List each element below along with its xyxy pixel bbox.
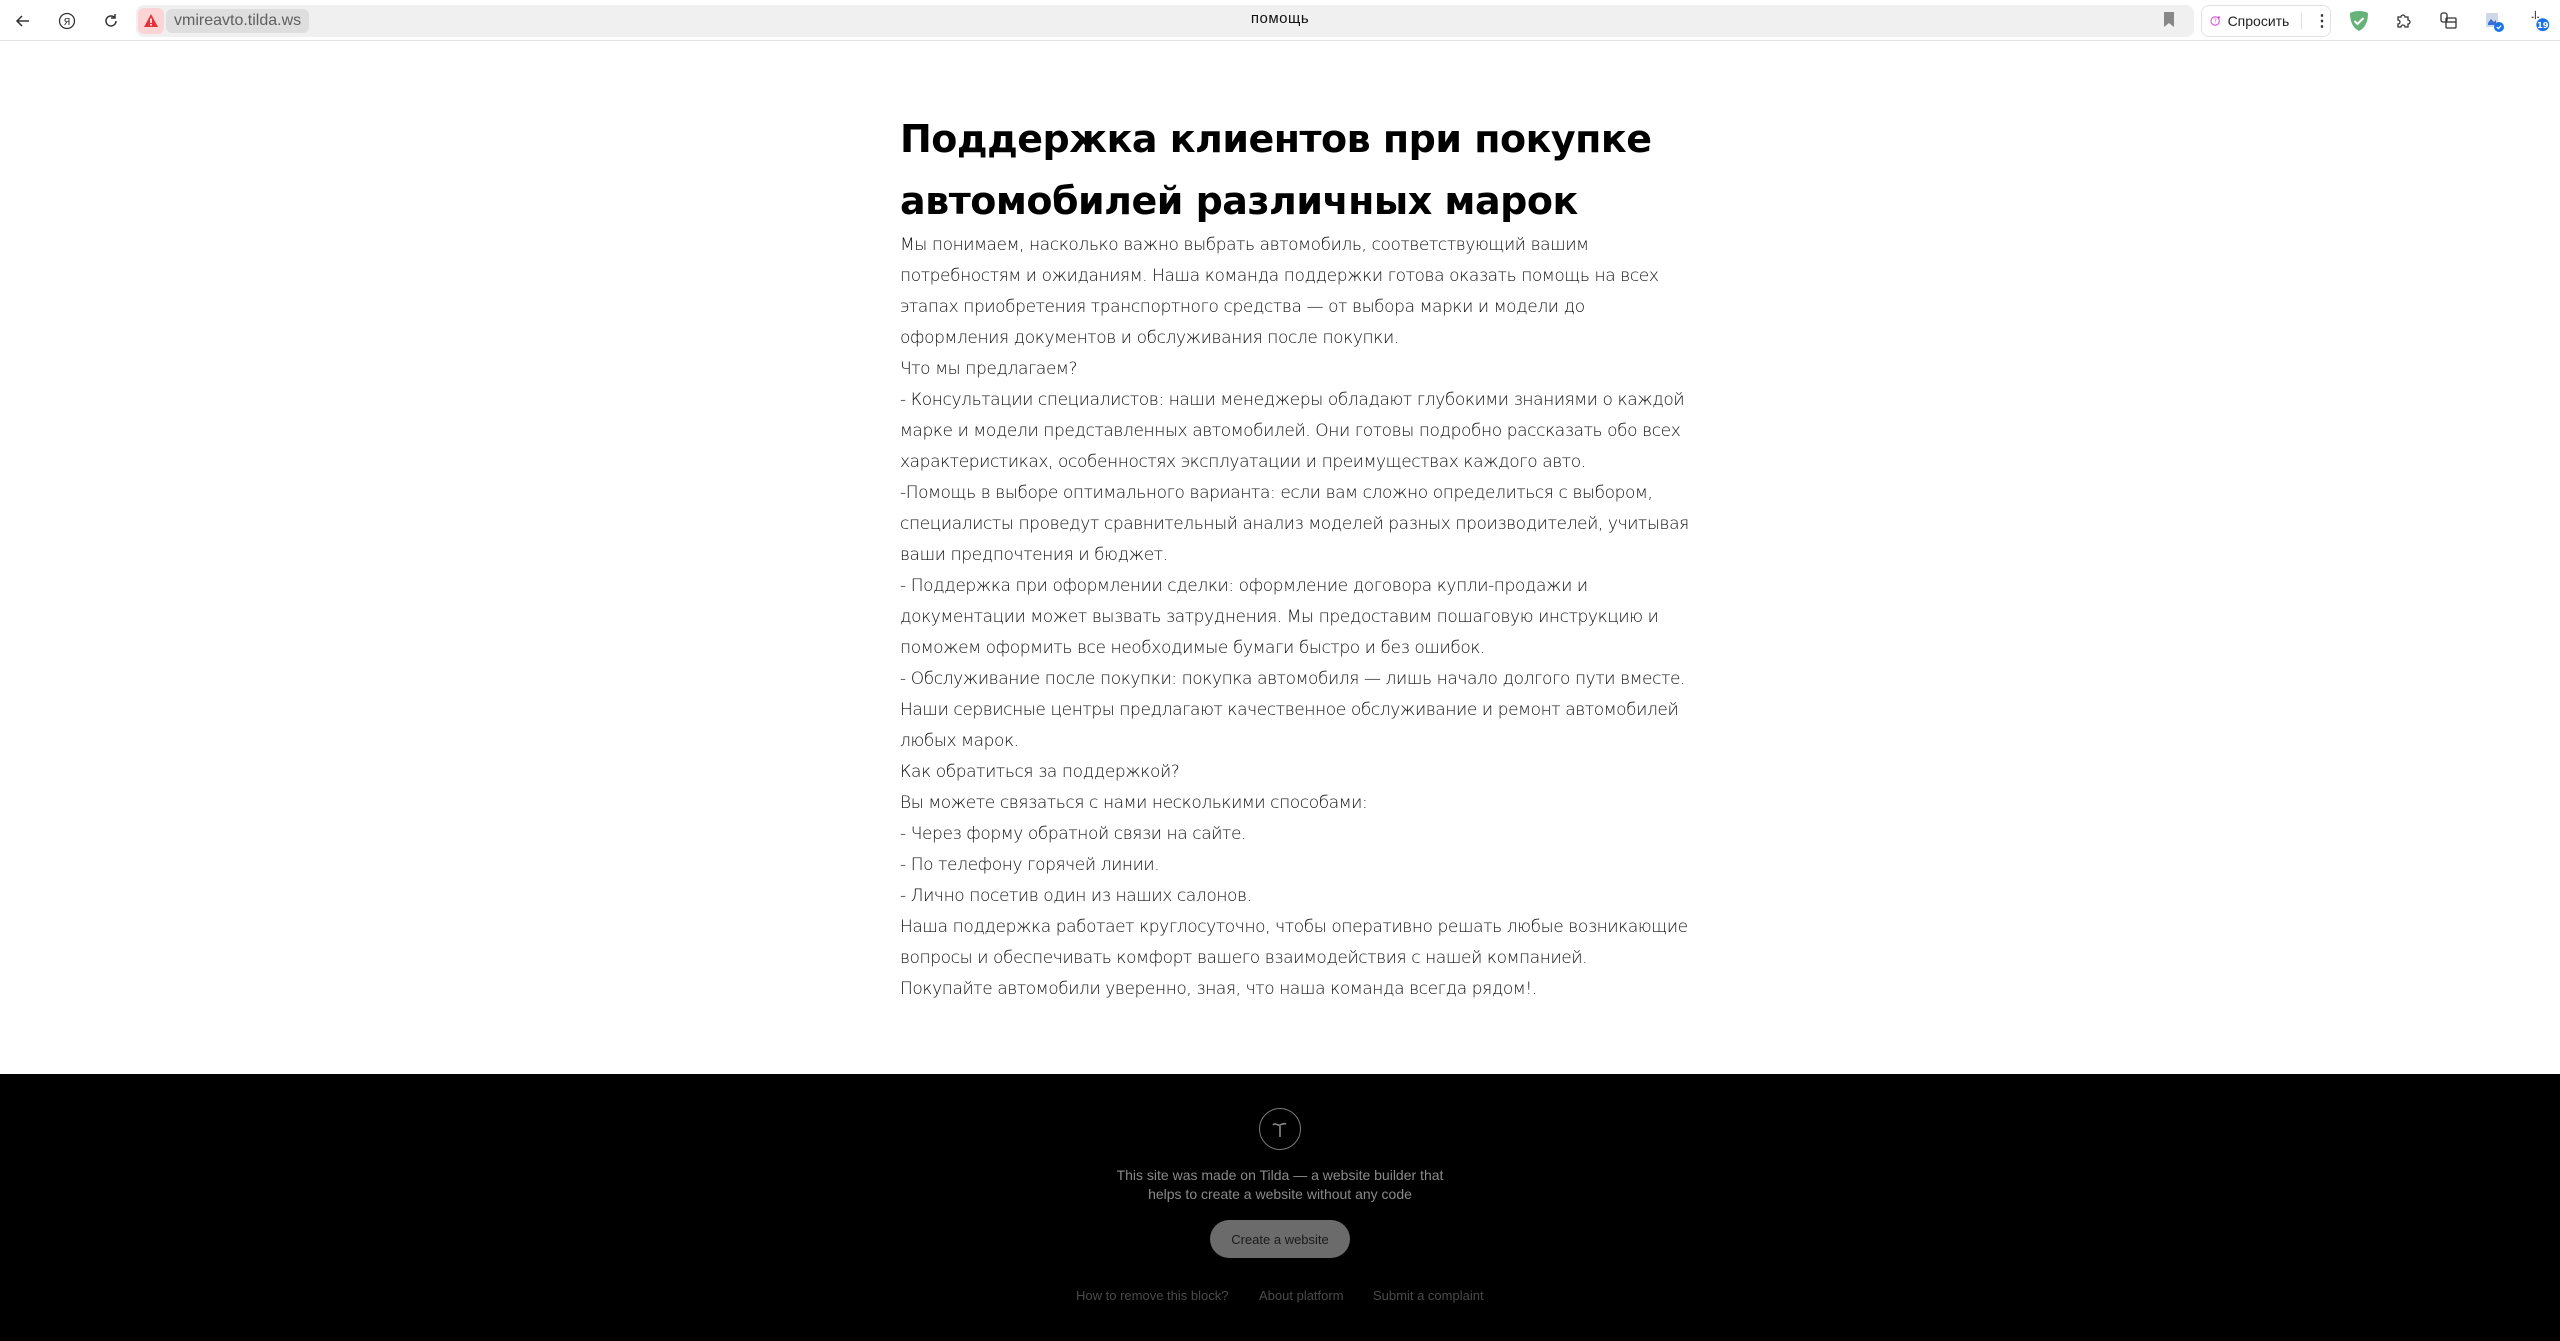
- bookmark-button[interactable]: [2162, 11, 2176, 34]
- security-warning-icon: [143, 13, 159, 29]
- downloads-button[interactable]: [2528, 9, 2552, 33]
- text-line: - Лично посетив один из наших салонов.: [900, 886, 1252, 906]
- page-title-line: Поддержка клиентов при покупке: [900, 117, 1652, 161]
- tilda-footer: [0, 1074, 2560, 1341]
- text-line: ваши предпочтения и бюджет.: [900, 545, 1168, 565]
- text-line: Мы понимаем, насколько важно выбрать автомобиль, соответствующий вашим: [900, 235, 1589, 255]
- tab-collections-icon: [2438, 11, 2458, 31]
- screenshot-extension-icon: [2483, 10, 2505, 32]
- footer-links: [0, 1288, 2560, 1308]
- article: [900, 108, 1689, 1005]
- ask-button-label: Спросить: [2227, 13, 2290, 29]
- about-platform-link[interactable]: About platform: [1259, 1288, 1344, 1303]
- screenshot-extension[interactable]: [2482, 9, 2506, 33]
- separator: [2301, 13, 2302, 29]
- yandex-home-button[interactable]: [54, 8, 80, 34]
- adguard-extension[interactable]: [2347, 9, 2371, 33]
- text-line: - Консультации специалистов: наши менеджеры обладают глубокими знаниями о каждой: [900, 390, 1685, 410]
- text-line: оформления документов и обслуживания после покупки.: [900, 328, 1399, 348]
- tilda-t-icon: [1268, 1117, 1292, 1141]
- tab-title: помощь: [1250, 10, 1310, 27]
- page-title: [900, 108, 1660, 232]
- section-heading: Как обратиться за поддержкой?: [900, 762, 1180, 782]
- create-website-button[interactable]: Create a website: [1210, 1220, 1350, 1258]
- text-line: потребностям и ожиданиям. Наша команда поддержки готова оказать помощь на всех: [900, 266, 1659, 286]
- text-line: Наша поддержка работает круглосуточно, чтобы оперативно решать любые возникающие: [900, 917, 1688, 937]
- text-line: характеристиках, особенностях эксплуатации и преимуществах каждого авто.: [900, 452, 1586, 472]
- text-line: вопросы и обеспечивать комфорт вашего взаимодействия с нашей компанией.: [900, 948, 1588, 968]
- ask-alice-button[interactable]: [2201, 5, 2331, 37]
- text-line: Наши сервисные центры предлагают качественное обслуживание и ремонт автомобилей: [900, 700, 1679, 720]
- alice-ask-icon: [2210, 12, 2222, 30]
- text-line: специалисты проведут сравнительный анализ моделей разных производителей, учитывая: [900, 514, 1689, 534]
- bookmark-icon: [2162, 11, 2176, 29]
- svg-text:Я: Я: [63, 17, 71, 28]
- text-line: - По телефону горячей линии.: [900, 855, 1160, 875]
- text-line: - Поддержка при оформлении сделки: оформление договора купли-продажи и: [900, 576, 1588, 596]
- section-heading: Что мы предлагаем?: [900, 359, 1078, 379]
- text-line: - Через форму обратной связи на сайте.: [900, 824, 1247, 844]
- text-line: Покупайте автомобили уверенно, зная, что наша команда всегда рядом!.: [900, 979, 1537, 999]
- svg-text:19: 19: [2536, 19, 2549, 30]
- collections-button[interactable]: [2436, 9, 2460, 33]
- submit-complaint-link[interactable]: Submit a complaint: [1373, 1288, 1484, 1303]
- promo-line: This site was made on Tilda — a website builder that: [1116, 1167, 1444, 1183]
- adguard-shield-icon: [2348, 10, 2370, 32]
- article-body: [900, 230, 1689, 1005]
- extensions-button[interactable]: [2392, 9, 2416, 33]
- tilda-logo-icon[interactable]: [1259, 1108, 1301, 1150]
- browser-toolbar: [0, 0, 2560, 41]
- url-domain[interactable]: vmireavto.tilda.ws: [166, 9, 309, 33]
- svg-text:?: ?: [2213, 19, 2217, 26]
- text-line: поможем оформить все необходимые бумаги быстро и без ошибок.: [900, 638, 1486, 658]
- text-line: Вы можете связаться с нами несколькими способами:: [900, 793, 1368, 813]
- text-line: -Помощь в выборе оптимального варианта: если вам сложно определиться с выбором,: [900, 483, 1653, 503]
- more-vert-icon[interactable]: ⋮: [2314, 13, 2330, 30]
- text-line: любых марок.: [900, 731, 1019, 751]
- back-arrow-icon: [15, 13, 31, 29]
- text-line: документации может вызвать затруднения. Мы предоставим пошаговую инструкцию и: [900, 607, 1659, 627]
- remove-block-link[interactable]: How to remove this block?: [1076, 1288, 1229, 1303]
- tilda-promo-text: [1080, 1166, 1480, 1204]
- page-title-line: автомобилей различных марок: [900, 179, 1578, 223]
- back-button[interactable]: [10, 8, 36, 34]
- text-line: этапах приобретения транспортного средства — от выбора марки и модели до: [900, 297, 1585, 317]
- text-line: марке и модели представленных автомобилей. Они готовы подробно рассказать обо всех: [900, 421, 1681, 441]
- reload-icon: [103, 13, 119, 29]
- reload-button[interactable]: [98, 8, 124, 34]
- text-line: - Обслуживание после покупки: покупка автомобиля — лишь начало долгого пути вместе.: [900, 669, 1686, 689]
- downloads-icon: [2528, 9, 2552, 33]
- extensions-puzzle-icon: [2394, 11, 2414, 31]
- promo-line: helps to create a website without any code: [1148, 1186, 1412, 1202]
- yandex-icon: [58, 12, 76, 30]
- security-warning-button[interactable]: [138, 8, 164, 34]
